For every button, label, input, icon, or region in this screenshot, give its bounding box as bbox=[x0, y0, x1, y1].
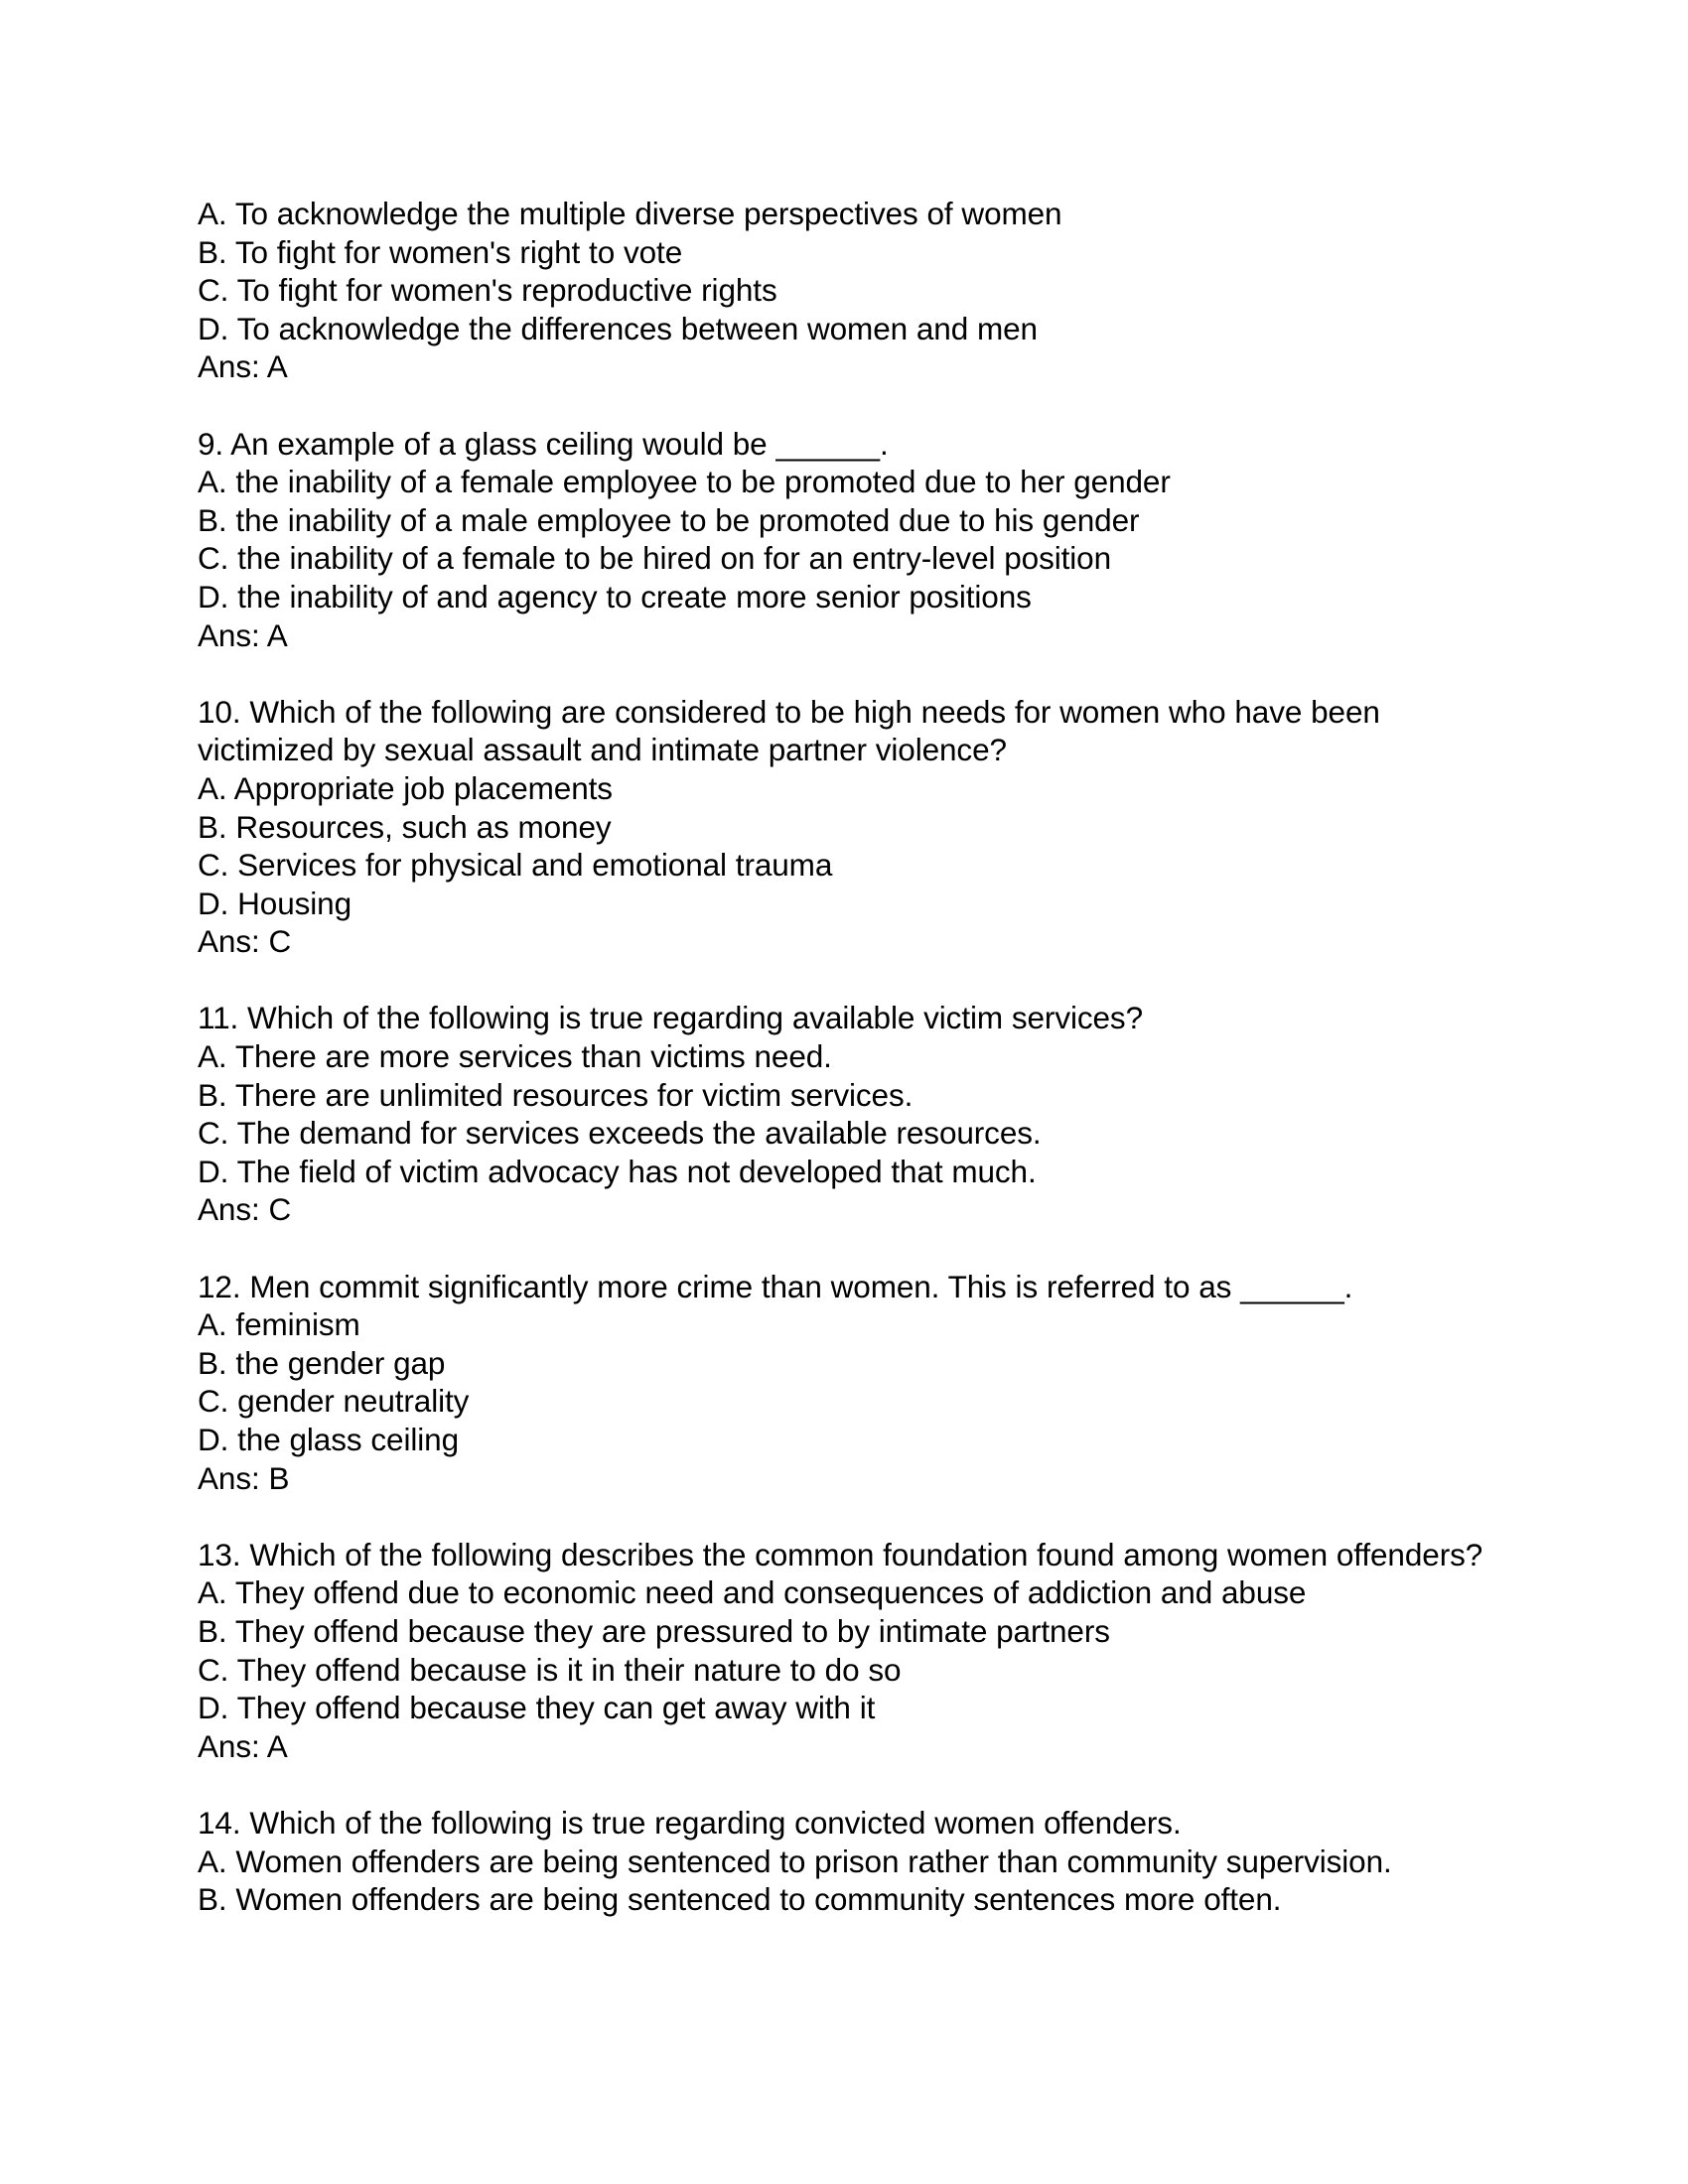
option-line: D. They offend because they can get away with it bbox=[198, 1690, 876, 1726]
option-line: B. There are unlimited resources for victim services. bbox=[198, 1076, 914, 1113]
question-block bbox=[198, 1536, 1518, 1766]
option-line: A. To acknowledge the multiple diverse perspectives of women bbox=[198, 196, 1062, 231]
quiz-content bbox=[198, 195, 1518, 1919]
answer-line: Ans: C bbox=[198, 923, 292, 960]
option-line: B. Resources, such as money bbox=[198, 808, 612, 845]
option-line: A. Appropriate job placements bbox=[198, 769, 613, 806]
option-line: C. the inability of a female to be hired on for an entry-level position bbox=[198, 540, 1112, 577]
option-line: C. The demand for services exceeds the available resources. bbox=[198, 1115, 1042, 1152]
option-line: B. To fight for women's right to vote bbox=[198, 233, 683, 270]
answer-line: Ans: A bbox=[198, 616, 288, 653]
question-block bbox=[198, 1268, 1518, 1498]
option-line: A. feminism bbox=[198, 1306, 360, 1343]
option-line: C. They offend because is it in their nature to do so bbox=[198, 1651, 902, 1688]
option-line: B. the inability of a male employee to be promoted due to his gender bbox=[198, 501, 1140, 538]
option-line: D. the glass ceiling bbox=[198, 1422, 459, 1457]
option-line: B. They offend because they are pressured to by intimate partners bbox=[198, 1612, 1110, 1649]
question-line: 12. Men commit significantly more crime than women. This is referred to as ______. bbox=[198, 1268, 1353, 1304]
option-line: B. the gender gap bbox=[198, 1344, 446, 1381]
question-line: 9. An example of a glass ceiling would be ______. bbox=[198, 425, 889, 462]
question-block bbox=[198, 425, 1518, 655]
option-line: D. The field of victim advocacy has not developed that much. bbox=[198, 1153, 1037, 1189]
answer-line: Ans: A bbox=[198, 1727, 288, 1764]
question-line: 14. Which of the following is true regarding convicted women offenders. bbox=[198, 1804, 1182, 1841]
answer-line: Ans: A bbox=[198, 348, 288, 385]
option-line: C. gender neutrality bbox=[198, 1383, 470, 1420]
option-line: C. Services for physical and emotional trauma bbox=[198, 847, 833, 884]
option-line: A. There are more services than victims need. bbox=[198, 1038, 832, 1075]
option-line: A. They offend due to economic need and consequences of addiction and abuse bbox=[198, 1574, 1307, 1611]
question-line: 11. Which of the following is true regarding available victim services? bbox=[198, 1000, 1144, 1036]
option-line: C. To fight for women's reproductive rights bbox=[198, 272, 777, 309]
option-line: D. To acknowledge the differences between women and men bbox=[198, 310, 1038, 346]
option-line: B. Women offenders are being sentenced to community sentences more often. bbox=[198, 1881, 1282, 1918]
answer-line: Ans: B bbox=[198, 1459, 290, 1496]
question-line: 13. Which of the following describes the common foundation found among women offenders? bbox=[198, 1536, 1483, 1572]
question-block bbox=[198, 999, 1518, 1229]
question-block bbox=[198, 1804, 1518, 1919]
option-line: D. Housing bbox=[198, 885, 352, 921]
option-line: A. the inability of a female employee to be promoted due to her gender bbox=[198, 464, 1171, 500]
option-line: A. Women offenders are being sentenced to prison rather than community supervision. bbox=[198, 1843, 1392, 1879]
answer-line: Ans: C bbox=[198, 1191, 292, 1228]
question-block bbox=[198, 195, 1518, 386]
option-line: D. the inability of and agency to create more senior positions bbox=[198, 578, 1032, 614]
question-block bbox=[198, 693, 1518, 961]
question-line: 10. Which of the following are considered to be high needs for women who have been victimized by sexual assault and intimate partner violence? bbox=[198, 693, 1389, 768]
